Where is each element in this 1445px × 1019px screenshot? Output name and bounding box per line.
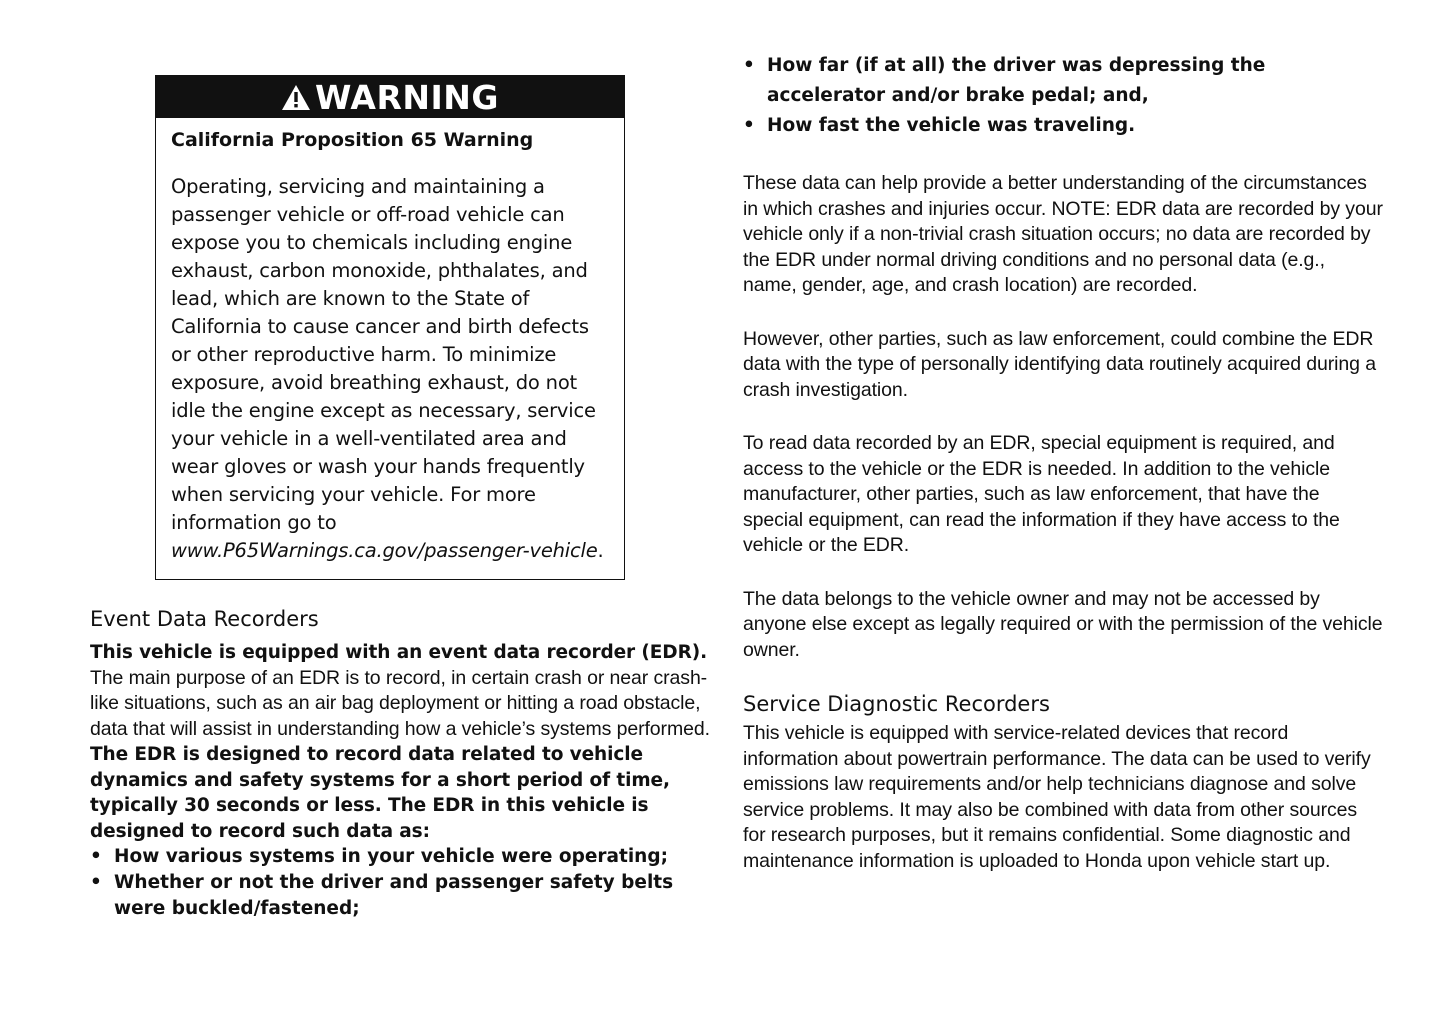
- warning-box: [155, 75, 625, 580]
- edr-bullet-list-right: [743, 51, 1383, 141]
- warning-text-end: .: [597, 539, 604, 562]
- edr-intro-bold: This vehicle is equipped with an event data recorder (EDR).: [90, 642, 707, 663]
- edr-intro: [90, 640, 715, 844]
- warning-header: [156, 76, 624, 118]
- edr-bullet-list-left: [90, 844, 715, 922]
- list-item: • Whether or not the driver and passenger safety belts were buckled/fastened;: [90, 870, 715, 922]
- edr-intro-text: The main purpose of an EDR is to record, in certain crash or near crash-like situations, such as an air bag deployment or hitting a road obstacle, data that will assist in understanding how a vehicle’s systems performed.: [90, 666, 710, 740]
- left-column: [90, 604, 715, 922]
- edr-heading: Event Data Recorders: [90, 607, 319, 631]
- edr-paragraph: To read data recorded by an EDR, special equipment is required, and access to the vehicle or the EDR is needed. In addition to the vehicle manufacturer, other parties, such as law enforcement, that have the special equipment, can read the information if they have access to the vehicle or the EDR.: [743, 432, 1340, 556]
- list-item: • How fast the vehicle was traveling.: [743, 111, 1383, 141]
- warning-triangle-icon: [281, 84, 311, 111]
- edr-intro-bold2: The EDR is designed to record data related to vehicle dynamics and safety systems for a short period of time, typically 30 seconds or less. The EDR in this vehicle is designed to record such data as:: [90, 744, 670, 842]
- warning-text-body: Operating, servicing and maintaining a passenger vehicle or off-road vehicle can expose you to chemicals including engine exhaust, carbon monoxide, phthalates, and lead, which are known to the State of California to cause cancer and birth defects or other reproductive harm. To minimize exposure, avoid breathing exhaust, do not idle the engine except as necessary, service your vehicle in a well-ventilated area and wear gloves or wash your hands frequently when servicing your vehicle. For more information go to: [171, 175, 596, 534]
- warning-title: California Proposition 65 Warning: [171, 129, 534, 151]
- edr-paragraph: However, other parties, such as law enforcement, could combine the EDR data with the type of personally identifying data routinely acquired during a crash investigation.: [743, 327, 1376, 401]
- list-item: • How various systems in your vehicle were operating;: [90, 844, 715, 870]
- warning-header-label: WARNING: [315, 77, 499, 117]
- list-item: • How far (if at all) the driver was depressing the accelerator and/or brake pedal; and,: [743, 51, 1383, 111]
- warning-text: [171, 173, 610, 565]
- edr-paragraph: These data can help provide a better understanding of the circumstances in which crashes and injuries occur. NOTE: EDR data are recorded by your vehicle only if a non-trivial crash situation occurs; no data are recorded by the EDR under normal driving conditions and no personal data (e.g., name, gender, age, and crash location) are recorded.: [743, 172, 1383, 296]
- edr-paragraph: The data belongs to the vehicle owner and may not be accessed by anyone else except as legally required or with the permission of the vehicle owner.: [743, 587, 1383, 661]
- warning-link[interactable]: www.P65Warnings.ca.gov/passenger-vehicle: [171, 539, 598, 562]
- sdr-heading: Service Diagnostic Recorders: [743, 692, 1050, 716]
- right-column: [743, 51, 1383, 874]
- sdr-text: This vehicle is equipped with service-related devices that record information about powertrain performance. The data can be used to verify emissions law requirements and/or help technicians diagnose and solve service problems. It may also be combined with data from other sources for research purposes, but it remains confidential. Some diagnostic and maintenance information is uploaded to Honda upon vehicle start up.: [743, 722, 1371, 872]
